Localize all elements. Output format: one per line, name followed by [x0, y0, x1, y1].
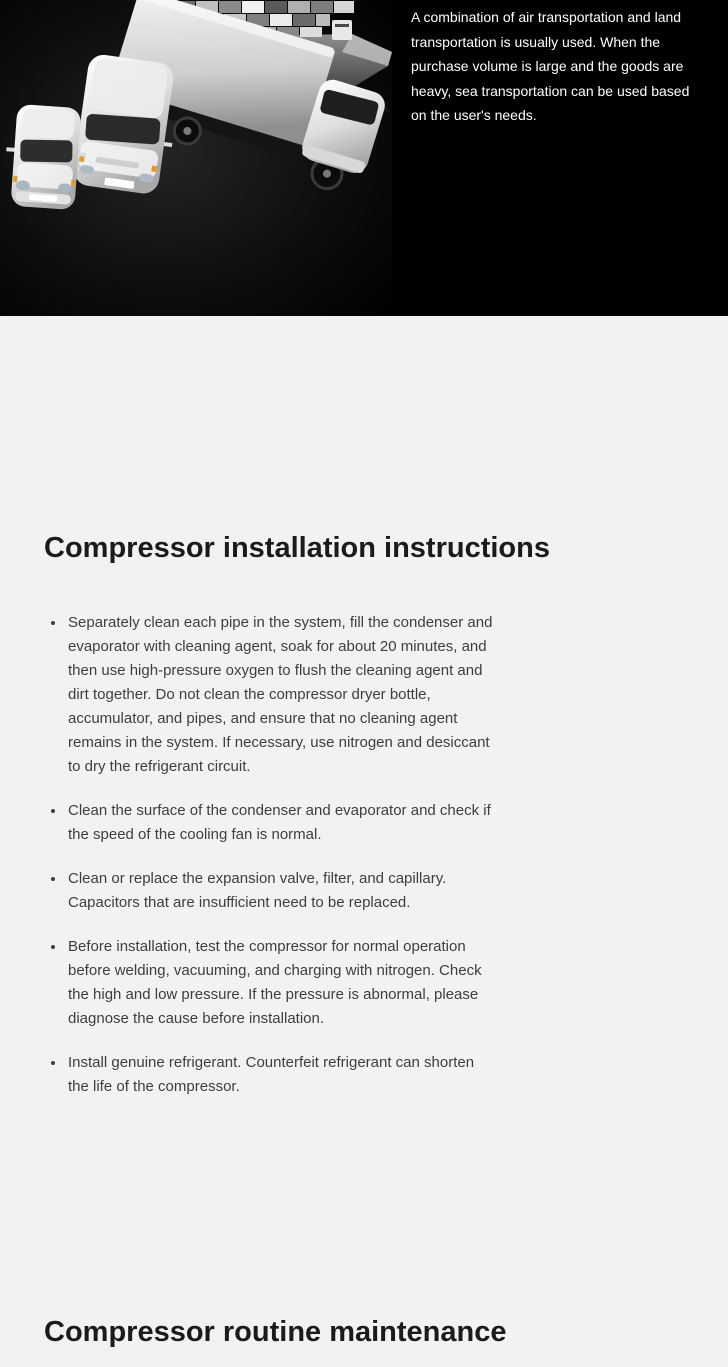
main-content	[0, 316, 728, 1349]
list-item: • Install genuine refrigerant. Counterfeit refrigerant can shorten the life of the compressor.	[66, 1051, 494, 1099]
list-item: • Separately clean each pipe in the system, fill the condenser and evaporator with cleaning agent, soak for about 20 minutes, and then use high-pressure oxygen to flush the cleaning agent and dirt together. Do not clean the compressor dryer bottle, accumulator, and pipes, and ensure that no cleaning agent remains in the system. If necessary, use nitrogen and desiccant to dry the refrigerant circuit.	[66, 611, 494, 779]
installation-instructions-heading: Compressor installation instructions	[44, 532, 550, 564]
hero-section	[0, 0, 728, 316]
list-item: • Before installation, test the compressor for normal operation before welding, vacuuming, and charging with nitrogen. Check the high and low pressure. If the pressure is abnormal, please diagnose the cause before installation.	[66, 935, 494, 1031]
list-item: • Clean or replace the expansion valve, filter, and capillary. Capacitors that are insufficient need to be replaced.	[66, 867, 494, 915]
list-item: • Clean the surface of the condenser and evaporator and check if the speed of the cooling fan is normal.	[66, 799, 494, 847]
trucks-and-cargo-ship-image	[0, 0, 392, 316]
hero-caption: A combination of air transportation and land transportation is usually used. When the purchase volume is large and the goods are heavy, sea transportation can be used based on the user's needs.	[411, 9, 690, 123]
installation-instructions-list	[44, 611, 494, 1099]
routine-maintenance-heading: Compressor routine maintenance	[44, 1316, 507, 1348]
